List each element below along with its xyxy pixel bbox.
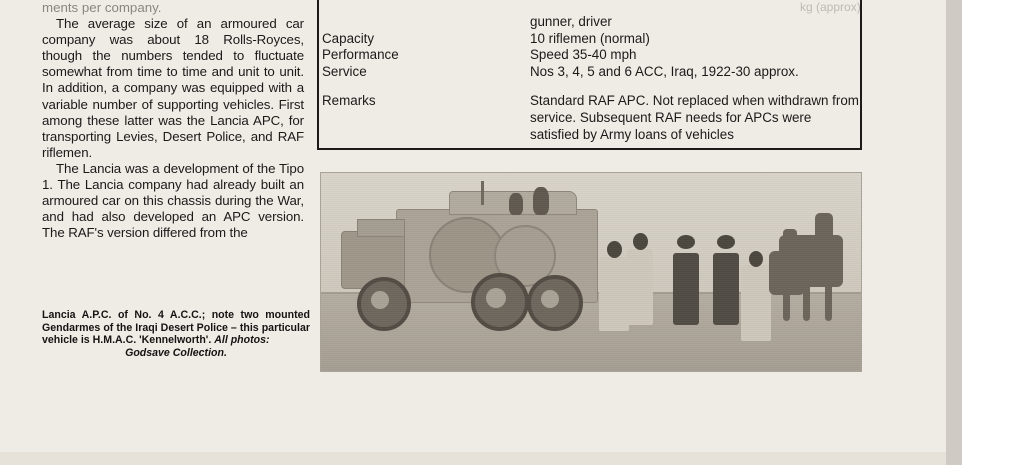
page-right-edge: [946, 0, 962, 465]
row-value: Speed 35-40 mph: [530, 47, 637, 63]
crewman-figure: [533, 187, 549, 215]
clipped-table-fragment: kg (approx): [800, 0, 861, 14]
row-label: Remarks: [322, 93, 376, 109]
mounted-gendarme-horse-2: [779, 235, 843, 287]
paragraph-1: [42, 16, 304, 161]
caption-bold-text: Lancia A.P.C. of No. 4 A.C.C.; note two mounted Gendarmes of the Iraqi Desert Police – this particular vehicle is H.M.A.C. 'Kennelworth'.: [42, 309, 310, 347]
table-row: [322, 47, 862, 64]
wheel-hub: [541, 290, 559, 308]
rifleman-figure-2: [713, 253, 739, 325]
row-value: gunner, driver: [530, 14, 612, 29]
specification-table: [322, 14, 862, 143]
row-label: [322, 14, 530, 31]
crewman-figure: [509, 193, 523, 215]
clipped-first-line: ments per company.: [42, 0, 162, 15]
table-row: [322, 14, 862, 31]
rifleman-figure-1-helmet: [677, 235, 695, 249]
table-row: [322, 64, 862, 81]
paragraph-2: [42, 161, 304, 241]
photo-caption: [42, 309, 310, 359]
rifleman-figure-2-helmet: [717, 235, 735, 249]
row-value: Nos 3, 4, 5 and 6 ACC, Iraq, 1922-30 approx.: [530, 63, 799, 79]
row-label: Performance: [322, 47, 399, 63]
row-label: Capacity: [322, 30, 375, 46]
robed-figure-2: [627, 249, 653, 325]
rifleman-figure-1: [673, 253, 699, 325]
robed-figure-3-head: [749, 251, 763, 267]
paragraph-2-text: The Lancia was a development of the Tipo 1. The Lancia company had already built an armoured car on this chassis during the War, and had also developed an APC version. The RAF's version differed from the: [42, 160, 304, 241]
photograph: [320, 172, 862, 372]
row-value: 10 riflemen (normal): [530, 30, 650, 46]
robed-figure-3: [741, 265, 771, 341]
robed-figure-1: [599, 257, 629, 331]
armoured-car-aerial-mast: [481, 181, 484, 205]
row-value: Standard RAF APC. Not replaced when withdrawn from service. Subsequent RAF needs for APCs were satisfied by Army loans of vehicles: [530, 93, 859, 142]
table-row: [322, 31, 862, 48]
horse-2-leg: [803, 281, 810, 321]
horse-2-leg: [783, 281, 790, 321]
table-row: [322, 93, 862, 143]
wheel-hub: [371, 291, 389, 309]
caption-italic-text: All photos:: [214, 334, 270, 347]
left-text-column: [42, 0, 304, 241]
horse-2-leg: [825, 277, 832, 321]
horse-2-neck: [815, 213, 833, 243]
robed-figure-2-head: [633, 233, 648, 250]
wheel-hub: [486, 288, 506, 308]
page-bottom-shadow: [0, 452, 946, 465]
caption-credit-text: Godsave Collection.: [125, 346, 227, 359]
paragraph-1-text: The average size of an armoured car company was about 18 Rolls-Royces, though the numbers tended to fluctuate somewhat from time to time and unit to unit. In addition, a company was equipped with a variable number of supporting vehicles. First among these latter was the Lancia APC, for transporting Levies, Desert Police, and RAF riflemen.: [42, 16, 304, 160]
page-outside-margin: [962, 0, 1024, 465]
robed-figure-1-head: [607, 241, 622, 258]
row-label: Service: [322, 63, 367, 79]
armoured-car-radiator-cowl: [357, 219, 405, 237]
